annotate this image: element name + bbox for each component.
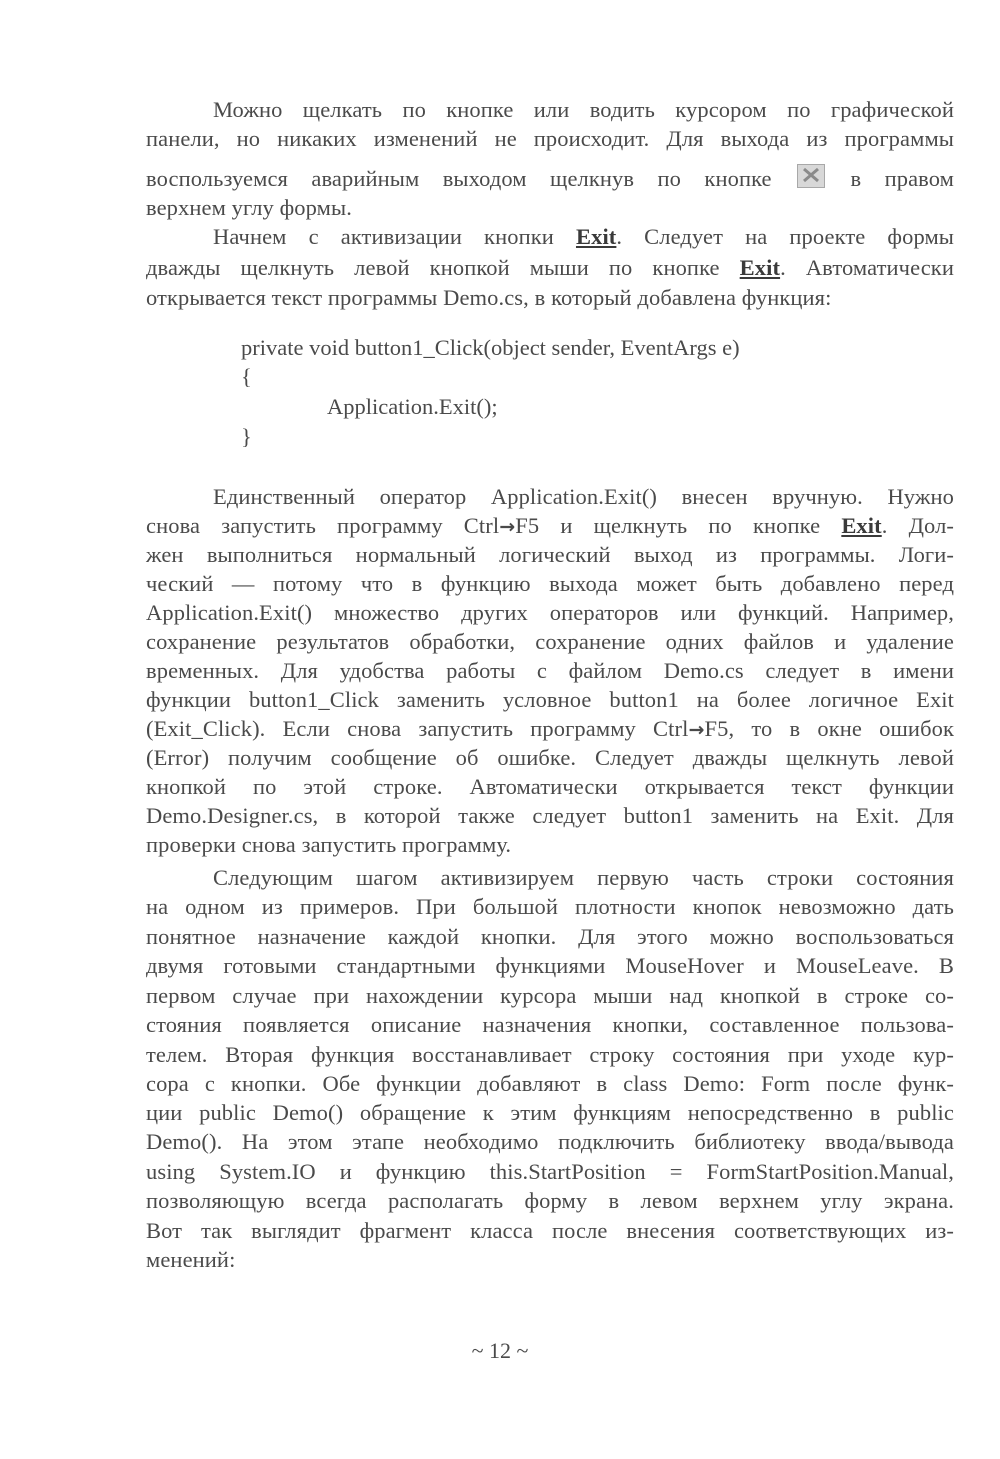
text-fragment: снова запустить программу Ctrl [146,513,500,538]
text-line: верхнем углу формы. [146,195,352,220]
text-line: (Error) получим сообщение об ошибке. Следует дважды щелкнуть левой [146,745,954,770]
code-line: } [241,424,252,449]
text-fragment: . Дол- [881,513,955,538]
text-line: функции button1_Click заменить условное button1 на более логичное Exit [146,687,954,712]
text-line: Можно щелкать по кнопке или водить курсором по графической [213,97,954,122]
code-line: Application.Exit(); [327,394,498,419]
text-line: временных. Для удобства работы с файлом Demo.cs следует в имени [146,658,954,683]
text-line: жен выполниться нормальный логический выход из программы. Логи- [146,542,954,567]
text-line: открывается текст программы Demo.cs, в который добавлена функция: [146,285,832,310]
text-line: сохранение результатов обработки, сохранение одних файлов и удаление [146,629,954,654]
text-line: Вот так выглядит фрагмент класса после внесения соответствующих из- [146,1218,954,1243]
text-fragment: дважды щелкнуть левой кнопкой мыши по кнопке [146,255,720,280]
text-line: Application.Exit() множество других операторов или функций. Например, [146,600,954,625]
text-line: стояния появляется описание назначения кнопки, составленное пользова- [146,1012,954,1037]
text-line [146,511,954,540]
text-line [146,253,954,282]
code-line: { [241,364,252,389]
text-line: понятное назначение каждой кнопки. Для этого можно воспользоваться [146,924,954,949]
exit-keyword: Exit [575,224,617,249]
text-line: позволяющую всегда располагать форму в левом верхнем углу экрана. [146,1188,954,1213]
text-line: на одном из примеров. При большой плотности кнопок невозможно дать [146,894,954,919]
text-fragment: F5, то в окне ошибок [704,716,954,741]
text-line: проверки снова запустить программу. [146,832,512,857]
text-line [146,164,954,193]
text-line: сора с кнопки. Обе функции добавляют в class Demo: Form после функ- [146,1071,954,1096]
text-line: Следующим шагом активизируем первую часть строки состояния [213,865,954,890]
text-fragment: . Следует на проекте формы [616,224,955,249]
arrow-glyph: → [499,516,516,538]
code-line: private void button1_Click(object sender, EventArgs e) [241,335,740,360]
text-line: первом случае при нахождении курсора мыши над кнопкой в строке со- [146,983,954,1008]
text-line: менений: [146,1247,236,1272]
text-line: панели, но никаких изменений не происходит. Для выхода из программы [146,126,954,151]
text-fragment: F5 и щелкнуть по кнопке [515,513,821,538]
text-fragment: . Автоматически [780,255,954,280]
text-line: кнопкой по этой строке. Автоматически открывается текст функции [146,774,954,799]
text-line: телем. Вторая функция восстанавливает строку состояния при уходе кур- [146,1042,954,1067]
exit-keyword: Exit [739,255,781,280]
text-line: ческий — потому что в функцию выхода может быть добавлено перед [146,571,954,596]
text-line: using System.IO и функцию this.StartPosition = FormStartPosition.Manual, [146,1159,954,1184]
text-line: Demo(). На этом этапе необходимо подключить библиотеку ввода/вывода [146,1129,954,1154]
text-fragment: (Exit_Click). Если снова запустить программу Ctrl [146,716,689,741]
text-line: ции public Demo() обращение к этим функциям непосредственно в public [146,1100,954,1125]
arrow-glyph: → [688,719,705,741]
text-line: двумя готовыми стандартными функциями MouseHover и MouseLeave. В [146,953,954,978]
text-line: Demo.Designer.cs, в которой также следует button1 заменить на Exit. Для [146,803,954,828]
text-line [146,714,954,743]
text-line [213,222,954,251]
text-fragment: Начнем с активизации кнопки [213,224,554,249]
close-icon [797,164,825,188]
exit-keyword: Exit [841,513,882,538]
text-fragment: воспользуемся аварийным выходом щелкнув по кнопке [146,166,772,191]
page-number: ~ 12 ~ [471,1338,529,1363]
text-line: Единственный оператор Application.Exit() внесен вручную. Нужно [213,484,954,509]
text-fragment: в правом [850,166,954,191]
